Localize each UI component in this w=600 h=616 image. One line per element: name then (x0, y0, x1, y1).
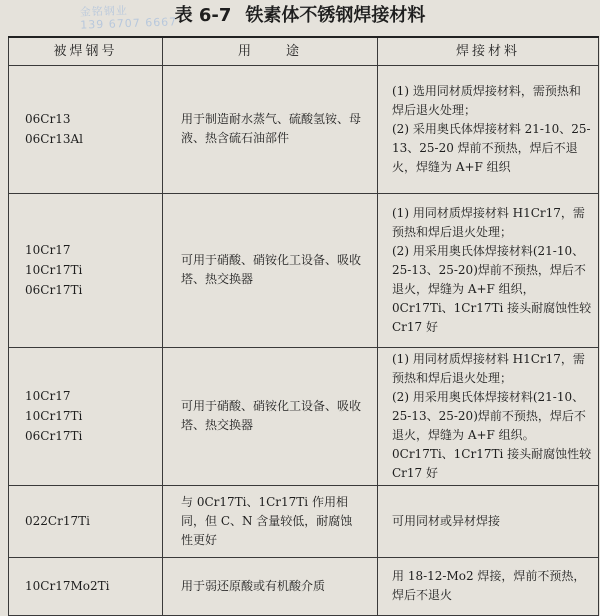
steel-grade-cell (9, 65, 163, 193)
steel-grade: 022Cr17Ti (25, 514, 90, 528)
table-row (9, 65, 599, 193)
usage-cell: 可用于硝酸、硝铵化工设备、吸收塔、热交换器 (163, 193, 378, 347)
welding-materials-table (8, 36, 599, 616)
table-title-text: 铁素体不锈钢焊接材料 (245, 5, 426, 26)
steel-grade: 06Cr13 (25, 112, 71, 126)
steel-grade: 06Cr13Al (25, 132, 83, 146)
header-welding-material: 焊接材料 (378, 37, 599, 65)
watermark-line-2: 139 6707 6667 (80, 15, 178, 32)
material-item: (2) 用采用奥氏体焊接材料(21-10、25-13、25-20)焊前不预热，焊后不退火，焊缝为 A+F 组织，0Cr17Ti、1Cr17Ti 接头耐腐蚀性较 Cr17 好 (392, 243, 592, 334)
steel-grade: 10Cr17 (25, 389, 71, 403)
usage-cell: 可用于硝酸、硝铵化工设备、吸收塔、热交换器 (163, 347, 378, 485)
table-number: 表 6-7 (174, 5, 232, 26)
material-item: (2) 用采用奥氏体焊接材料(21-10、25-13、25-20)焊前不预热，焊后不退火，焊缝为 A+F 组织。0Cr17Ti、1Cr17Ti 接头耐腐蚀性较 Cr17 好 (392, 389, 592, 480)
usage-cell: 与 0Cr17Ti、1Cr17Ti 作用相同，但 C、N 含量较低，耐腐蚀性更好 (163, 485, 378, 557)
steel-grade: 10Cr17 (25, 243, 71, 257)
steel-grade: 06Cr17Ti (25, 283, 83, 297)
steel-grade-cell (9, 557, 163, 615)
material-cell (378, 65, 599, 193)
header-steel-grade: 被焊钢号 (9, 37, 163, 65)
table-row (9, 193, 599, 347)
usage-cell: 用于弱还原酸或有机酸介质 (163, 557, 378, 615)
steel-grade-cell (9, 347, 163, 485)
watermark-line-1: 金铭钢业 (79, 4, 129, 19)
steel-grade: 10Cr17Mo2Ti (25, 579, 110, 593)
steel-grade: 06Cr17Ti (25, 429, 83, 443)
material-item: (1) 用同材质焊接材料 H1Cr17，需预热和焊后退火处理； (392, 205, 585, 239)
table-title (0, 4, 600, 28)
material-cell (378, 193, 599, 347)
material-item: 可用同材或异材焊接 (392, 513, 501, 528)
material-item: (1) 选用同材质焊接材料，需预热和焊后退火处理； (392, 83, 581, 117)
steel-grade-cell (9, 485, 163, 557)
table-row (9, 347, 599, 485)
steel-grade: 10Cr17Ti (25, 409, 83, 423)
header-usage: 用 途 (163, 37, 378, 65)
material-item: 用 18-12-Mo2 焊接，焊前不预热，焊后不退火 (392, 569, 586, 602)
material-cell (378, 485, 599, 557)
material-item: (1) 用同材质焊接材料 H1Cr17，需预热和焊后退火处理； (392, 351, 585, 385)
material-item: (2) 采用奥氏体焊接材料 21-10、25-13、25-20 焊前不预热，焊后不退火，焊缝为 A+F 组织 (392, 121, 591, 174)
material-cell (378, 557, 599, 615)
table-row (9, 557, 599, 615)
table-row (9, 485, 599, 557)
material-cell (378, 347, 599, 485)
steel-grade: 10Cr17Ti (25, 263, 83, 277)
usage-cell: 用于制造耐水蒸气、硫酸氢铵、母液、热含硫石油部件 (163, 65, 378, 193)
steel-grade-cell (9, 193, 163, 347)
header-row (9, 37, 599, 65)
